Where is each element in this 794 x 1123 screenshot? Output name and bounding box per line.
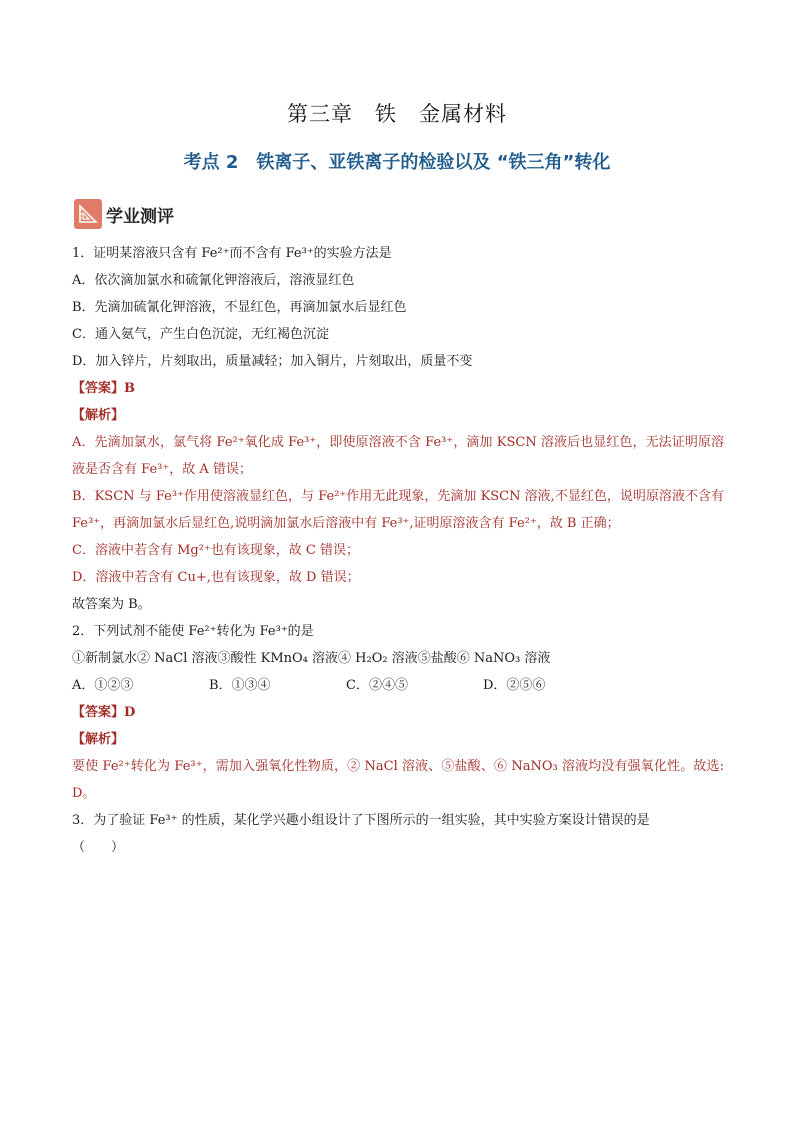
q1-conclusion: 故答案为 B。 bbox=[72, 597, 151, 612]
chapter-title: 第三章 铁 金属材料 bbox=[287, 102, 507, 126]
q1-analysis-b: B．KSCN 与 Fe³⁺作用使溶液显红色，与 Fe²⁺作用无此现象，先滴加 KSCN 溶液,不显红色，说明原溶液不含有 Fe³⁺，再滴加氯水后显红色,说明滴加氯水后溶液中有 Fe³⁺,证明原溶液含有 Fe²⁺，故 B 正确； bbox=[72, 489, 724, 531]
q1-answer: 【答案】B bbox=[72, 381, 135, 396]
q2-choice-b: B．①③④ bbox=[209, 678, 271, 693]
q2-stem: 2．下列试剂不能使 Fe²⁺转化为 Fe³⁺的是 bbox=[72, 624, 314, 639]
q3-stem: 3．为了验证 Fe³⁺ 的性质，某化学兴趣小组设计了下图所示的一组实验，其中实验方案设计错误的是 bbox=[72, 813, 650, 828]
q1-analysis-label: 【解析】 bbox=[72, 408, 125, 423]
q1-option-c: C．通入氨气，产生白色沉淀，无红褐色沉淀 bbox=[72, 327, 329, 342]
q1-analysis-c: C．溶液中若含有 Mg²⁺也有该现象，故 C 错误； bbox=[72, 543, 359, 558]
q2-answer: 【答案】D bbox=[72, 705, 136, 720]
q1-option-a: A．依次滴加氯水和硫氰化钾溶液后，溶液显红色 bbox=[72, 273, 355, 288]
q2-choices bbox=[72, 672, 724, 699]
content bbox=[72, 240, 724, 861]
q1-option-b: B．先滴加硫氰化钾溶液，不显红色，再滴加氯水后显红色 bbox=[72, 300, 407, 315]
section-header bbox=[74, 198, 174, 230]
q2-choice-d: D．②⑤⑥ bbox=[483, 678, 546, 693]
q3-blank: （ ） bbox=[72, 840, 125, 855]
section-label: 学业测评 bbox=[106, 206, 174, 227]
topic-title: 考点 2 铁离子、亚铁离子的检验以及 “铁三角”转化 bbox=[183, 152, 611, 173]
ruler-triangle-icon bbox=[74, 199, 102, 229]
q2-choice-a: A．①②③ bbox=[72, 678, 134, 693]
q1-option-d: D．加入锌片，片刻取出，质量减轻；加入铜片，片刻取出，质量不变 bbox=[72, 354, 473, 369]
q1-analysis-a: A．先滴加氯水，氯气将 Fe²⁺氧化成 Fe³⁺，即使原溶液不含 Fe³⁺，滴加 KSCN 溶液后也显红色，无法证明原溶液是否含有 Fe³⁺，故 A 错误； bbox=[72, 435, 724, 477]
q2-choice-c: C．②④⑤ bbox=[346, 678, 408, 693]
q2-analysis: 要使 Fe²⁺转化为 Fe³⁺，需加入强氧化性物质，② NaCl 溶液、⑤盐酸、⑥ NaNO₃ 溶液均没有强氧化性。故选: D。 bbox=[72, 759, 724, 801]
q2-reagents: ①新制氯水② NaCl 溶液③酸性 KMnO₄ 溶液④ H₂O₂ 溶液⑤盐酸⑥ NaNO₃ 溶液 bbox=[72, 651, 551, 666]
q1-analysis-d: D．溶液中若含有 Cu+,也有该现象，故 D 错误； bbox=[72, 570, 360, 585]
q1-stem: 1．证明某溶液只含有 Fe²⁺而不含有 Fe³⁺的实验方法是 bbox=[72, 246, 392, 261]
q2-analysis-label: 【解析】 bbox=[72, 732, 125, 747]
